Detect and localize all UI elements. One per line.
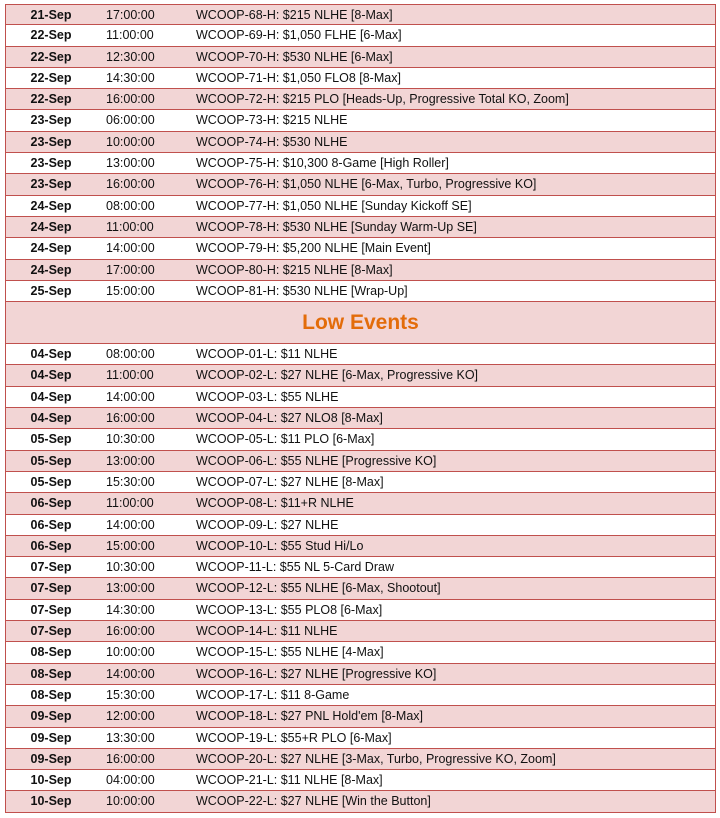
table-row xyxy=(5,174,716,195)
event-time: 13:00:00 xyxy=(106,453,155,468)
table-row xyxy=(5,110,716,131)
event-time: 16:00:00 xyxy=(106,177,155,192)
event-time: 15:30:00 xyxy=(106,474,155,489)
event-date: 04-Sep xyxy=(30,411,72,426)
event-date: 21-Sep xyxy=(30,8,72,22)
table-row xyxy=(5,728,716,749)
event-date: 10-Sep xyxy=(30,773,72,788)
table-row xyxy=(5,706,716,727)
table-row xyxy=(5,770,716,791)
event-name: WCOOP-05-L: $11 PLO [6-Max] xyxy=(196,432,375,447)
table-row xyxy=(5,365,716,386)
event-name: WCOOP-70-H: $530 NLHE [6-Max] xyxy=(196,49,393,64)
table-row xyxy=(5,281,716,302)
event-date: 08-Sep xyxy=(30,687,72,702)
event-name: WCOOP-73-H: $215 NLHE xyxy=(196,113,348,128)
event-time: 10:00:00 xyxy=(106,645,155,660)
event-time: 14:30:00 xyxy=(106,70,155,85)
table-row xyxy=(5,493,716,514)
event-time: 14:00:00 xyxy=(106,389,155,404)
table-row xyxy=(5,196,716,217)
event-name: WCOOP-10-L: $55 Stud Hi/Lo xyxy=(196,538,364,553)
table-row xyxy=(5,238,716,259)
event-date: 24-Sep xyxy=(30,241,72,256)
event-date: 23-Sep xyxy=(30,113,72,128)
event-time: 11:00:00 xyxy=(106,496,154,511)
event-date: 22-Sep xyxy=(30,92,72,107)
event-name: WCOOP-17-L: $11 8-Game xyxy=(196,687,350,702)
event-name: WCOOP-12-L: $55 NLHE [6-Max, Shootout] xyxy=(196,581,441,596)
table-row xyxy=(5,642,716,663)
table-row xyxy=(5,132,716,153)
event-time: 12:30:00 xyxy=(106,49,155,64)
table-row xyxy=(5,25,716,46)
table-row xyxy=(5,472,716,493)
event-name: WCOOP-09-L: $27 NLHE xyxy=(196,517,339,532)
event-name: WCOOP-02-L: $27 NLHE [6-Max, Progressive KO] xyxy=(196,368,479,383)
event-name: WCOOP-06-L: $55 NLHE [Progressive KO] xyxy=(196,453,437,468)
event-time: 04:00:00 xyxy=(106,773,155,788)
table-row xyxy=(5,344,716,365)
event-time: 13:30:00 xyxy=(106,730,155,745)
event-name: WCOOP-69-H: $1,050 FLHE [6-Max] xyxy=(196,28,402,43)
table-row xyxy=(5,621,716,642)
table-row xyxy=(5,89,716,110)
event-time: 10:30:00 xyxy=(106,432,155,447)
event-name: WCOOP-68-H: $215 NLHE [8-Max] xyxy=(196,8,393,22)
event-date: 04-Sep xyxy=(30,389,72,404)
event-name: WCOOP-13-L: $55 PLO8 [6-Max] xyxy=(196,602,383,617)
event-time: 17:00:00 xyxy=(106,8,155,22)
event-time: 08:00:00 xyxy=(106,198,155,213)
table-row xyxy=(5,408,716,429)
table-row xyxy=(5,4,716,25)
low-events-header: Low Events xyxy=(5,302,716,344)
event-time: 17:00:00 xyxy=(106,262,155,277)
event-date: 10-Sep xyxy=(30,794,72,809)
event-name: WCOOP-79-H: $5,200 NLHE [Main Event] xyxy=(196,241,431,256)
event-time: 14:30:00 xyxy=(106,602,155,617)
table-row xyxy=(5,536,716,557)
event-time: 08:00:00 xyxy=(106,347,155,362)
event-date: 07-Sep xyxy=(30,602,72,617)
event-date: 23-Sep xyxy=(30,156,72,171)
event-date: 08-Sep xyxy=(30,666,72,681)
event-name: WCOOP-07-L: $27 NLHE [8-Max] xyxy=(196,474,384,489)
event-name: WCOOP-16-L: $27 NLHE [Progressive KO] xyxy=(196,666,437,681)
event-time: 11:00:00 xyxy=(106,219,154,234)
event-time: 15:00:00 xyxy=(106,538,155,553)
event-name: WCOOP-03-L: $55 NLHE xyxy=(196,389,339,404)
event-time: 11:00:00 xyxy=(106,28,154,43)
high-events-rows xyxy=(5,4,716,302)
event-date: 07-Sep xyxy=(30,581,72,596)
event-name: WCOOP-01-L: $11 NLHE xyxy=(196,347,338,362)
event-time: 14:00:00 xyxy=(106,241,155,256)
event-name: WCOOP-20-L: $27 NLHE [3-Max, Turbo, Progressive KO, Zoom] xyxy=(196,751,556,766)
event-date: 06-Sep xyxy=(30,538,72,553)
event-date: 04-Sep xyxy=(30,347,72,362)
low-events-rows xyxy=(5,344,716,813)
table-row xyxy=(5,749,716,770)
event-name: WCOOP-22-L: $27 NLHE [Win the Button] xyxy=(196,794,431,809)
event-name: WCOOP-08-L: $11+R NLHE xyxy=(196,496,354,511)
table-row xyxy=(5,685,716,706)
event-name: WCOOP-81-H: $530 NLHE [Wrap-Up] xyxy=(196,283,408,298)
event-time: 16:00:00 xyxy=(106,751,155,766)
event-name: WCOOP-72-H: $215 PLO [Heads-Up, Progressive Total KO, Zoom] xyxy=(196,92,569,107)
event-time: 12:00:00 xyxy=(106,709,155,724)
event-time: 13:00:00 xyxy=(106,156,155,171)
table-row xyxy=(5,557,716,578)
event-name: WCOOP-78-H: $530 NLHE [Sunday Warm-Up SE] xyxy=(196,219,477,234)
event-name: WCOOP-21-L: $11 NLHE [8-Max] xyxy=(196,773,383,788)
event-time: 16:00:00 xyxy=(106,92,155,107)
table-row xyxy=(5,217,716,238)
event-date: 04-Sep xyxy=(30,368,72,383)
event-name: WCOOP-80-H: $215 NLHE [8-Max] xyxy=(196,262,393,277)
event-time: 10:30:00 xyxy=(106,560,155,575)
table-row xyxy=(5,515,716,536)
event-date: 09-Sep xyxy=(30,709,72,724)
event-time: 16:00:00 xyxy=(106,624,155,639)
event-date: 24-Sep xyxy=(30,262,72,277)
table-row xyxy=(5,68,716,89)
event-name: WCOOP-71-H: $1,050 FLO8 [8-Max] xyxy=(196,70,401,85)
event-date: 24-Sep xyxy=(30,219,72,234)
event-date: 07-Sep xyxy=(30,624,72,639)
event-date: 06-Sep xyxy=(30,517,72,532)
event-date: 07-Sep xyxy=(30,560,72,575)
event-date: 05-Sep xyxy=(30,453,72,468)
event-date: 05-Sep xyxy=(30,432,72,447)
event-name: WCOOP-14-L: $11 NLHE xyxy=(196,624,338,639)
event-time: 10:00:00 xyxy=(106,794,155,809)
table-row xyxy=(5,260,716,281)
table-row xyxy=(5,429,716,450)
event-time: 15:30:00 xyxy=(106,687,155,702)
table-row xyxy=(5,578,716,599)
table-row xyxy=(5,451,716,472)
table-row xyxy=(5,153,716,174)
event-time: 13:00:00 xyxy=(106,581,155,596)
event-date: 08-Sep xyxy=(30,645,72,660)
event-date: 22-Sep xyxy=(30,70,72,85)
event-time: 16:00:00 xyxy=(106,411,155,426)
event-name: WCOOP-11-L: $55 NL 5-Card Draw xyxy=(196,560,394,575)
event-date: 22-Sep xyxy=(30,28,72,43)
event-date: 24-Sep xyxy=(30,198,72,213)
table-row xyxy=(5,600,716,621)
event-date: 23-Sep xyxy=(30,177,72,192)
event-name: WCOOP-74-H: $530 NLHE xyxy=(196,134,348,149)
event-time: 14:00:00 xyxy=(106,666,155,681)
event-time: 11:00:00 xyxy=(106,368,154,383)
event-date: 22-Sep xyxy=(30,49,72,64)
event-name: WCOOP-19-L: $55+R PLO [6-Max] xyxy=(196,730,392,745)
event-name: WCOOP-15-L: $55 NLHE [4-Max] xyxy=(196,645,384,660)
event-date: 06-Sep xyxy=(30,496,72,511)
table-row xyxy=(5,791,716,812)
event-date: 09-Sep xyxy=(30,751,72,766)
event-date: 25-Sep xyxy=(30,283,72,298)
schedule-table xyxy=(5,4,716,813)
event-time: 14:00:00 xyxy=(106,517,155,532)
event-time: 10:00:00 xyxy=(106,134,155,149)
table-row xyxy=(5,47,716,68)
event-date: 23-Sep xyxy=(30,134,72,149)
event-name: WCOOP-04-L: $27 NLO8 [8-Max] xyxy=(196,411,383,426)
event-time: 15:00:00 xyxy=(106,283,155,298)
event-time: 06:00:00 xyxy=(106,113,155,128)
table-row xyxy=(5,664,716,685)
event-name: WCOOP-77-H: $1,050 NLHE [Sunday Kickoff SE] xyxy=(196,198,472,213)
event-name: WCOOP-18-L: $27 PNL Hold'em [8-Max] xyxy=(196,709,423,724)
event-name: WCOOP-76-H: $1,050 NLHE [6-Max, Turbo, Progressive KO] xyxy=(196,177,537,192)
event-date: 05-Sep xyxy=(30,474,72,489)
table-row xyxy=(5,387,716,408)
event-date: 09-Sep xyxy=(30,730,72,745)
event-name: WCOOP-75-H: $10,300 8-Game [High Roller] xyxy=(196,156,449,171)
